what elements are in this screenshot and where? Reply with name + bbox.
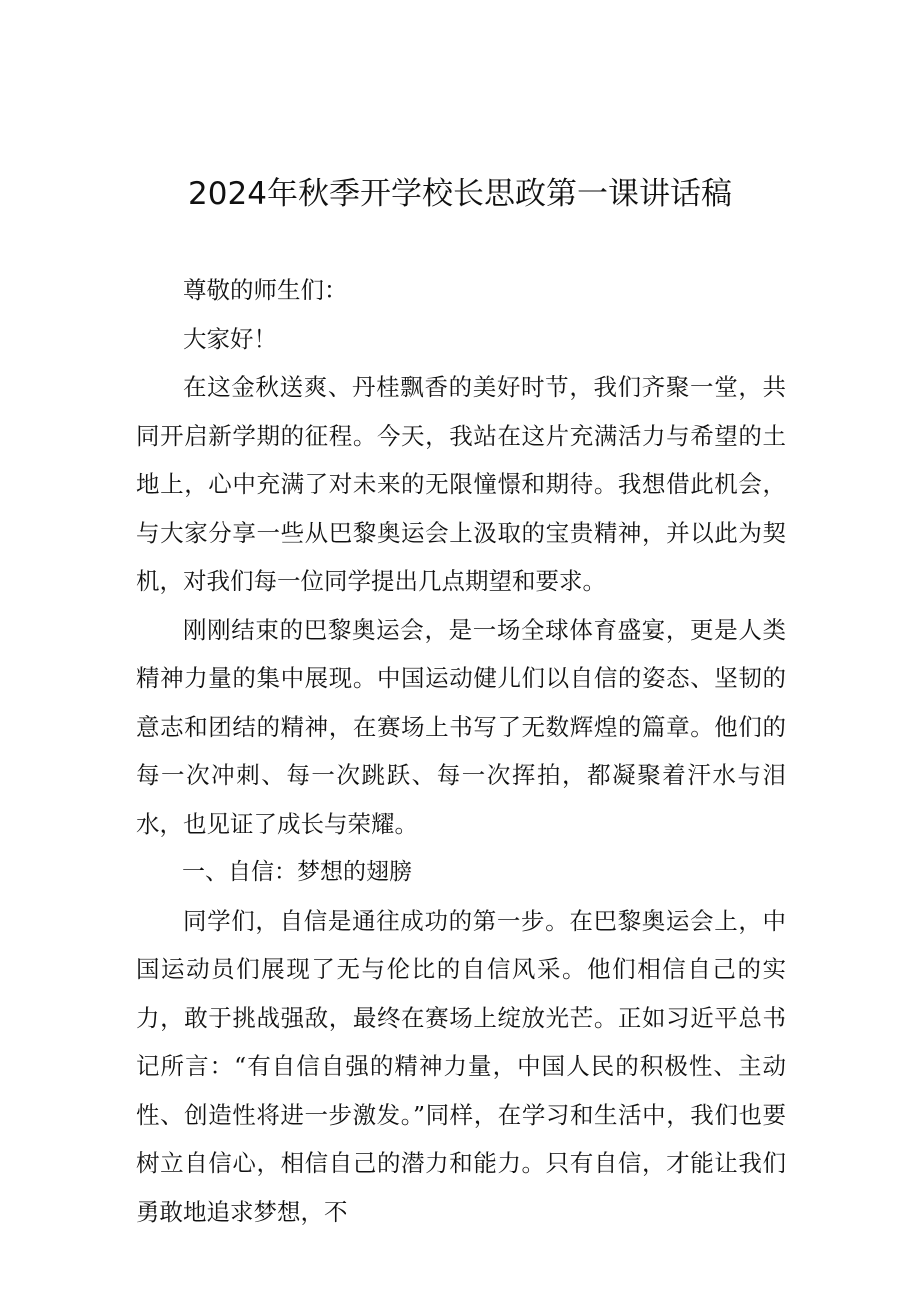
paragraph-intro: 在这金秋送爽、丹桂飘香的美好时节，我们齐聚一堂，共同开启新学期的征程。今天，我站在这片充满活力与希望的土地上，心中充满了对未来的无限憧憬和期待。我想借此机会，与大家分享一些从巴黎奥运会上汲取的宝贵精神，并以此为契机，对我们每一位同学提出几点期望和要求。	[136, 373, 786, 595]
page-title: 2024年秋季开学校长思政第一课讲话稿	[188, 176, 732, 212]
paragraph-olympics: 刚刚结束的巴黎奥运会，是一场全球体育盛宴，更是人类精神力量的集中展现。中国运动健儿们以自信的姿态、坚韧的意志和团结的精神，在赛场上书写了无数辉煌的篇章。他们的每一次冲刺、每一次跳跃、每一次挥拍，都凝聚着汗水与泪水，也见证了成长与荣耀。	[136, 615, 786, 838]
greeting: 大家好！	[183, 324, 277, 353]
document-body	[136, 266, 786, 1236]
section-heading-confidence: 一、自信：梦想的翅膀	[182, 859, 412, 885]
salutation: 尊敬的师生们：	[183, 276, 348, 304]
paragraph-confidence: 同学们，自信是通往成功的第一步。在巴黎奥运会上，中国运动员们展现了无与伦比的自信风采。他们相信自己的实力，敢于挑战强敌，最终在赛场上绽放光芒。正如习近平总书记所言：“有自信自强的精神力量，中国人民的积极性、主动性、创造性将进一步激发。”同样，在学习和生活中，我们也要树立自信心，相信自己的潜力和能力。只有自信，才能让我们勇敢地追求梦想，不	[136, 906, 786, 1226]
